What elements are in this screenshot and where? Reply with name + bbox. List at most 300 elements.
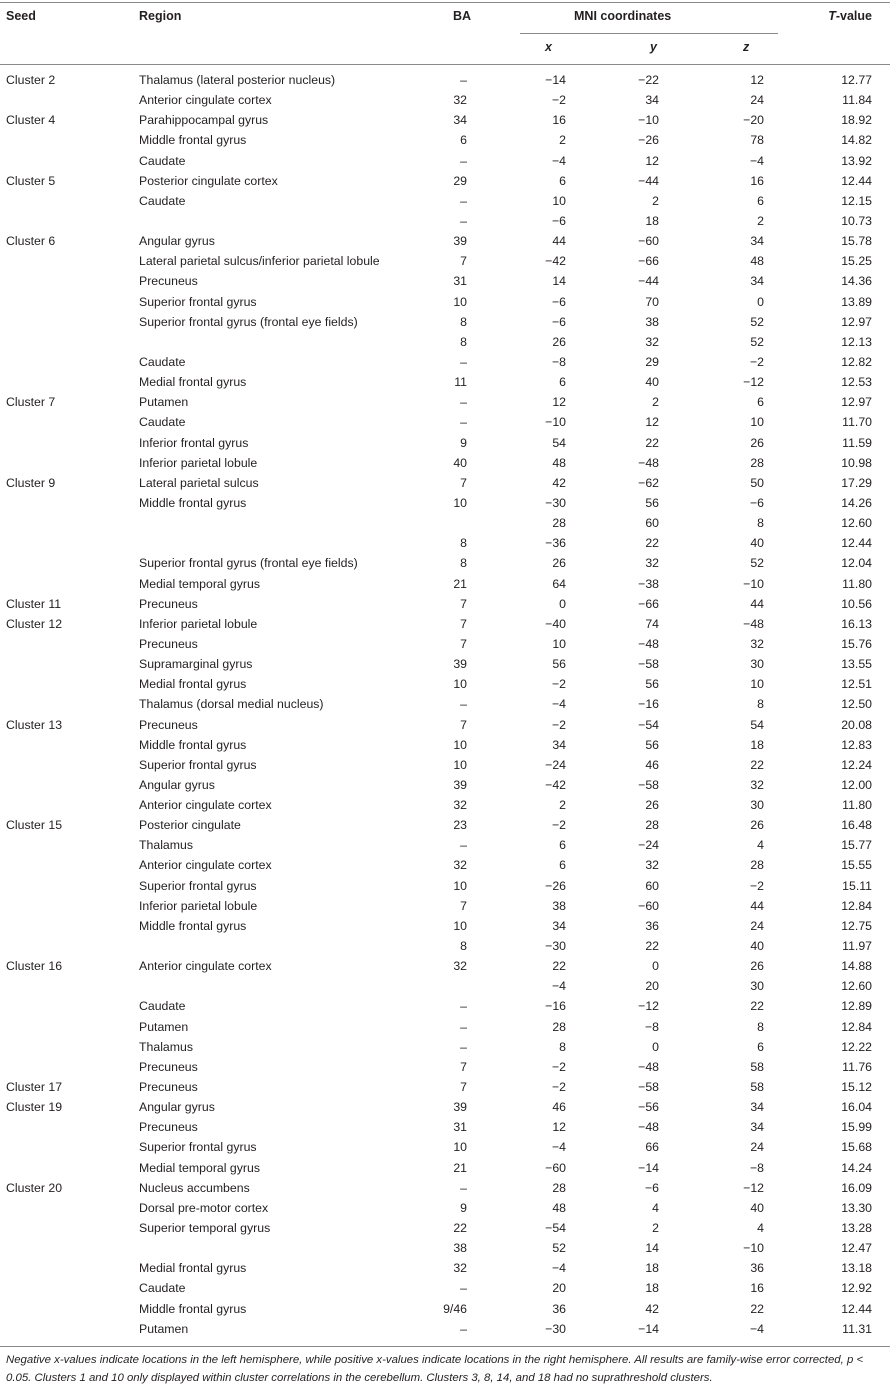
z-coordinate-cell: 32 [750, 636, 764, 651]
t-value-cell: 16.48 [841, 818, 872, 833]
region-cell: Anterior cingulate cortex [139, 858, 272, 873]
t-value-cell: 10.98 [841, 455, 872, 470]
x-coordinate-cell: 42 [552, 475, 566, 490]
x-coordinate-cell: 54 [552, 435, 566, 450]
ba-cell: 7 [460, 254, 467, 269]
table-row [0, 1198, 890, 1218]
z-coordinate-cell: 50 [750, 475, 764, 490]
ba-cell: 7 [460, 717, 467, 732]
y-coordinate-cell: −66 [638, 596, 659, 611]
table-row [0, 614, 890, 634]
table-row [0, 271, 890, 291]
t-value-cell: 14.36 [841, 274, 872, 289]
ba-cell: – [460, 73, 467, 87]
t-value-cell: 12.82 [841, 354, 872, 369]
x-coordinate-cell: −4 [551, 153, 566, 168]
region-cell: Thalamus (lateral posterior nucleus) [139, 73, 336, 87]
header-t-suffix: -value [835, 9, 872, 23]
z-coordinate-cell: −20 [743, 113, 764, 128]
z-coordinate-cell: 8 [757, 1019, 764, 1034]
region-cell: Lateral parietal sulcus/inferior parietal lobule [139, 254, 380, 269]
seed-cell: Cluster 6 [6, 234, 56, 249]
t-value-cell: 12.24 [841, 757, 872, 772]
seed-cell: Cluster 13 [6, 717, 63, 732]
y-coordinate-cell: −56 [638, 1100, 659, 1115]
t-value-cell: 14.26 [841, 495, 872, 510]
t-value-cell: 12.97 [841, 395, 872, 410]
x-coordinate-cell: 6 [559, 173, 566, 188]
x-coordinate-cell: −14 [545, 73, 566, 87]
z-coordinate-cell: −8 [749, 1160, 764, 1175]
y-coordinate-cell: 4 [652, 1200, 659, 1215]
t-value-cell: 12.84 [841, 1019, 872, 1034]
y-coordinate-cell: 36 [645, 918, 659, 933]
ba-cell: – [460, 1281, 467, 1296]
ba-cell: 8 [460, 314, 467, 329]
table-row [0, 412, 890, 432]
seed-cell: Cluster 2 [6, 73, 56, 87]
y-coordinate-cell: 42 [645, 1301, 659, 1316]
y-coordinate-cell: 2 [652, 1221, 659, 1236]
x-coordinate-cell: 8 [559, 1039, 566, 1054]
ba-cell: – [460, 213, 467, 228]
ba-cell: 7 [460, 475, 467, 490]
t-value-cell: 11.70 [842, 415, 872, 430]
region-cell: Medial frontal gyrus [139, 677, 247, 692]
table-row [0, 453, 890, 473]
x-coordinate-cell: 52 [552, 1241, 566, 1256]
t-value-cell: 16.04 [841, 1100, 872, 1115]
table-row [0, 191, 890, 211]
x-coordinate-cell: 10 [552, 636, 566, 651]
table-row [0, 1017, 890, 1037]
x-coordinate-cell: −2 [551, 93, 566, 108]
y-coordinate-cell: −48 [638, 455, 659, 470]
y-coordinate-cell: 70 [645, 294, 659, 309]
t-value-cell: 15.78 [841, 234, 872, 249]
region-cell: Precuneus [139, 1059, 198, 1074]
table-row [0, 211, 890, 231]
table-row [0, 352, 890, 372]
region-cell: Caudate [139, 999, 186, 1014]
ba-cell: – [460, 395, 467, 410]
x-coordinate-cell: −10 [545, 415, 566, 430]
x-coordinate-cell: 22 [552, 959, 566, 974]
seed-cell: Cluster 16 [6, 959, 63, 974]
z-coordinate-cell: −12 [743, 1180, 764, 1195]
y-coordinate-cell: 66 [645, 1140, 659, 1155]
table-row [0, 896, 890, 916]
region-cell: Putamen [139, 1019, 189, 1034]
x-coordinate-cell: −24 [545, 757, 566, 772]
ba-cell: – [460, 153, 467, 168]
z-coordinate-cell: 6 [757, 1039, 764, 1054]
x-coordinate-cell: 12 [552, 1120, 566, 1135]
ba-cell: 10 [453, 495, 467, 510]
ba-cell: 9 [460, 435, 467, 450]
table-row [0, 1238, 890, 1258]
region-cell: Middle frontal gyrus [139, 737, 247, 752]
t-value-cell: 15.76 [841, 636, 872, 651]
t-value-cell: 12.53 [841, 375, 872, 390]
x-coordinate-cell: 34 [552, 918, 566, 933]
table-row [0, 513, 890, 533]
t-value-cell: 15.99 [841, 1120, 872, 1135]
t-value-cell: 16.09 [841, 1180, 872, 1195]
y-coordinate-cell: −8 [644, 1019, 659, 1034]
region-cell: Superior frontal gyrus [139, 1140, 257, 1155]
z-coordinate-cell: 18 [750, 737, 764, 752]
ba-cell: 9 [460, 1200, 467, 1215]
z-coordinate-cell: 16 [750, 1281, 764, 1296]
t-value-cell: 11.76 [842, 1059, 872, 1074]
x-coordinate-cell: 6 [559, 858, 566, 873]
region-cell: Caudate [139, 153, 186, 168]
y-coordinate-cell: 22 [645, 536, 659, 551]
x-coordinate-cell: 34 [552, 737, 566, 752]
x-coordinate-cell: 10 [552, 193, 566, 208]
y-coordinate-cell: 38 [645, 314, 659, 329]
table-row [0, 332, 890, 352]
header-region: Region [139, 9, 182, 23]
region-cell: Superior frontal gyrus [139, 757, 257, 772]
t-value-cell: 13.18 [841, 1261, 872, 1276]
table-row [0, 1178, 890, 1198]
y-coordinate-cell: 12 [645, 415, 659, 430]
t-value-cell: 15.68 [841, 1140, 872, 1155]
z-coordinate-cell: 30 [750, 798, 764, 813]
y-coordinate-cell: −58 [638, 657, 659, 672]
region-cell: Thalamus [139, 838, 193, 853]
region-cell: Superior frontal gyrus (frontal eye fields) [139, 556, 358, 571]
x-coordinate-cell: −26 [545, 878, 566, 893]
t-value-cell: 12.89 [841, 999, 872, 1014]
ba-cell: 8 [460, 939, 467, 954]
ba-cell: – [460, 1039, 467, 1054]
t-value-cell: 12.22 [841, 1039, 872, 1054]
seed-cell: Cluster 4 [6, 113, 56, 128]
region-cell: Precuneus [139, 636, 198, 651]
z-coordinate-cell: 40 [750, 939, 764, 954]
z-coordinate-cell: −48 [743, 616, 764, 631]
x-coordinate-cell: −4 [551, 979, 566, 994]
y-coordinate-cell: −44 [638, 173, 659, 188]
table-row [0, 755, 890, 775]
table-row [0, 1077, 890, 1097]
x-coordinate-cell: 64 [552, 576, 566, 591]
x-coordinate-cell: −2 [551, 677, 566, 692]
seed-cell: Cluster 17 [6, 1080, 63, 1095]
ba-cell: 32 [453, 858, 467, 873]
z-coordinate-cell: 24 [750, 1140, 764, 1155]
ba-cell: 10 [453, 1140, 467, 1155]
table-row [0, 634, 890, 654]
y-coordinate-cell: −48 [638, 636, 659, 651]
z-coordinate-cell: −2 [749, 878, 764, 893]
z-coordinate-cell: 34 [750, 234, 764, 249]
x-coordinate-cell: −2 [551, 818, 566, 833]
table-row [0, 433, 890, 453]
region-cell: Dorsal pre-motor cortex [139, 1200, 269, 1215]
x-coordinate-cell: −54 [545, 1221, 566, 1236]
ba-cell: 32 [453, 1261, 467, 1276]
t-value-cell: 12.60 [841, 516, 872, 531]
t-value-cell: 11.80 [842, 576, 872, 591]
region-cell: Angular gyrus [139, 1100, 215, 1115]
y-coordinate-cell: −26 [638, 133, 659, 148]
table-body [0, 70, 890, 1339]
x-coordinate-cell: 14 [552, 274, 566, 289]
t-value-cell: 12.51 [841, 677, 872, 692]
t-value-cell: 12.44 [841, 536, 872, 551]
x-coordinate-cell: 28 [552, 1180, 566, 1195]
x-coordinate-cell: −2 [551, 717, 566, 732]
ba-cell: 31 [453, 274, 467, 289]
table-row [0, 1278, 890, 1298]
table-row [0, 715, 890, 735]
table-row [0, 110, 890, 130]
z-coordinate-cell: −2 [749, 354, 764, 369]
t-value-cell: 15.12 [841, 1080, 872, 1095]
y-coordinate-cell: 56 [645, 677, 659, 692]
ba-cell: – [460, 1180, 467, 1195]
x-coordinate-cell: 6 [559, 838, 566, 853]
table-row [0, 1158, 890, 1178]
y-coordinate-cell: −22 [638, 73, 659, 87]
z-coordinate-cell: −10 [743, 1241, 764, 1256]
y-coordinate-cell: −12 [638, 999, 659, 1014]
region-cell: Caudate [139, 354, 186, 369]
t-value-cell: 11.80 [842, 798, 872, 813]
z-coordinate-cell: 58 [750, 1059, 764, 1074]
table-row [0, 1137, 890, 1157]
y-coordinate-cell: 40 [645, 375, 659, 390]
header-x: x [545, 40, 552, 54]
t-value-cell: 10.56 [841, 596, 872, 611]
t-value-cell: 15.11 [842, 878, 872, 893]
y-coordinate-cell: 28 [645, 818, 659, 833]
t-value-cell: 13.28 [841, 1221, 872, 1236]
region-cell: Superior frontal gyrus (frontal eye fields) [139, 314, 358, 329]
seed-cell: Cluster 19 [6, 1100, 63, 1115]
table-row [0, 553, 890, 573]
z-coordinate-cell: 34 [750, 1100, 764, 1115]
t-value-cell: 12.97 [841, 314, 872, 329]
table-row [0, 876, 890, 896]
y-coordinate-cell: 20 [645, 979, 659, 994]
header-y: y [650, 40, 657, 54]
region-cell: Precuneus [139, 1120, 198, 1135]
region-cell: Medial temporal gyrus [139, 1160, 260, 1175]
ba-cell: 7 [460, 616, 467, 631]
table-row [0, 90, 890, 110]
y-coordinate-cell: 46 [645, 757, 659, 772]
z-coordinate-cell: 26 [750, 959, 764, 974]
ba-cell: 9/46 [443, 1301, 467, 1316]
table-row [0, 70, 890, 90]
z-coordinate-cell: −4 [749, 153, 764, 168]
table-row [0, 735, 890, 755]
region-cell: Supramarginal gyrus [139, 657, 253, 672]
region-cell: Thalamus [139, 1039, 193, 1054]
x-coordinate-cell: −2 [551, 1080, 566, 1095]
y-coordinate-cell: −14 [638, 1160, 659, 1175]
z-coordinate-cell: 22 [750, 999, 764, 1014]
z-coordinate-cell: 10 [750, 677, 764, 692]
y-coordinate-cell: −38 [638, 576, 659, 591]
ba-cell: – [460, 1019, 467, 1034]
table-row [0, 372, 890, 392]
t-value-cell: 12.60 [841, 979, 872, 994]
region-cell: Lateral parietal sulcus [139, 475, 259, 490]
table-row [0, 1218, 890, 1238]
t-value-cell: 12.83 [841, 737, 872, 752]
ba-cell: 29 [453, 173, 467, 188]
x-coordinate-cell: −16 [545, 999, 566, 1014]
z-coordinate-cell: 48 [750, 254, 764, 269]
ba-cell: – [460, 1321, 467, 1336]
z-coordinate-cell: 12 [750, 73, 764, 87]
x-coordinate-cell: −6 [551, 213, 566, 228]
y-coordinate-cell: −6 [644, 1180, 659, 1195]
table-row [0, 795, 890, 815]
y-coordinate-cell: 32 [645, 556, 659, 571]
y-coordinate-cell: 2 [652, 193, 659, 208]
region-cell: Caudate [139, 415, 186, 430]
table-row [0, 936, 890, 956]
ba-cell: 10 [453, 294, 467, 309]
region-cell: Anterior cingulate cortex [139, 798, 272, 813]
region-cell: Precuneus [139, 596, 198, 611]
region-cell: Anterior cingulate cortex [139, 93, 272, 108]
x-coordinate-cell: −4 [551, 1140, 566, 1155]
region-cell: Nucleus accumbens [139, 1180, 250, 1195]
ba-cell: 32 [453, 959, 467, 974]
y-coordinate-cell: −62 [638, 475, 659, 490]
t-value-cell: 13.30 [841, 1200, 872, 1215]
seed-cell: Cluster 12 [6, 616, 63, 631]
z-coordinate-cell: 34 [750, 1120, 764, 1135]
y-coordinate-cell: 22 [645, 939, 659, 954]
ba-cell: 8 [460, 556, 467, 571]
x-coordinate-cell: 0 [559, 596, 566, 611]
t-value-cell: 14.88 [841, 959, 872, 974]
t-value-cell: 12.44 [841, 173, 872, 188]
region-cell: Superior temporal gyrus [139, 1221, 271, 1236]
x-coordinate-cell: −2 [551, 1059, 566, 1074]
t-value-cell: 13.55 [841, 657, 872, 672]
z-coordinate-cell: 16 [750, 173, 764, 188]
ba-cell: 7 [460, 898, 467, 913]
z-coordinate-cell: 4 [757, 838, 764, 853]
x-coordinate-cell: 36 [552, 1301, 566, 1316]
t-value-cell: 11.31 [842, 1321, 872, 1336]
ba-cell: 22 [453, 1221, 467, 1236]
x-coordinate-cell: −42 [545, 777, 566, 792]
ba-cell: 21 [453, 1160, 467, 1175]
table-row [0, 171, 890, 191]
y-coordinate-cell: 18 [645, 213, 659, 228]
table-row [0, 1117, 890, 1137]
y-coordinate-cell: 32 [645, 858, 659, 873]
ba-cell: 7 [460, 1059, 467, 1074]
header-mni-coordinates: MNI coordinates [574, 9, 672, 23]
t-value-cell: 17.29 [841, 475, 872, 490]
x-coordinate-cell: 6 [559, 375, 566, 390]
table-row [0, 1258, 890, 1278]
ba-cell: 10 [453, 677, 467, 692]
y-coordinate-cell: 18 [645, 1261, 659, 1276]
x-coordinate-cell: −30 [545, 939, 566, 954]
x-coordinate-cell: −4 [551, 697, 566, 712]
ba-cell: 7 [460, 636, 467, 651]
y-coordinate-cell: 56 [645, 737, 659, 752]
region-cell: Caudate [139, 193, 186, 208]
region-cell: Parahippocampal gyrus [139, 113, 269, 128]
table-row [0, 855, 890, 875]
region-cell: Inferior frontal gyrus [139, 435, 249, 450]
x-coordinate-cell: 12 [552, 395, 566, 410]
x-coordinate-cell: −6 [551, 294, 566, 309]
z-coordinate-cell: 24 [750, 93, 764, 108]
z-coordinate-cell: 52 [750, 556, 764, 571]
ba-cell: 38 [453, 1241, 467, 1256]
ba-cell: – [460, 838, 467, 853]
ba-cell: 7 [460, 1080, 467, 1095]
t-value-cell: 11.97 [842, 939, 872, 954]
ba-cell: – [460, 354, 467, 369]
ba-cell: 8 [460, 536, 467, 551]
table-row [0, 654, 890, 674]
z-coordinate-cell: 8 [757, 697, 764, 712]
z-coordinate-cell: 6 [757, 395, 764, 410]
z-coordinate-cell: 8 [757, 516, 764, 531]
z-coordinate-cell: 30 [750, 979, 764, 994]
ba-cell: 39 [453, 1100, 467, 1115]
t-value-cell: 12.13 [841, 334, 872, 349]
table-row [0, 956, 890, 976]
z-coordinate-cell: 40 [750, 1200, 764, 1215]
table-row [0, 916, 890, 936]
x-coordinate-cell: 56 [552, 657, 566, 672]
y-coordinate-cell: 0 [652, 1039, 659, 1054]
y-coordinate-cell: 32 [645, 334, 659, 349]
region-cell: Inferior parietal lobule [139, 898, 258, 913]
seed-cell: Cluster 11 [6, 596, 62, 611]
x-coordinate-cell: −6 [551, 314, 566, 329]
z-coordinate-cell: 28 [750, 455, 764, 470]
ba-cell: 11 [454, 375, 467, 390]
z-coordinate-cell: 34 [750, 274, 764, 289]
x-coordinate-cell: 28 [552, 516, 566, 531]
table-row [0, 815, 890, 835]
x-coordinate-cell: −30 [545, 1321, 566, 1336]
ba-cell: 10 [453, 757, 467, 772]
z-coordinate-cell: 2 [757, 213, 764, 228]
region-cell: Posterior cingulate [139, 818, 241, 833]
x-coordinate-cell: 48 [552, 1200, 566, 1215]
table-row [0, 1097, 890, 1117]
region-cell: Medial frontal gyrus [139, 1261, 247, 1276]
table-row [0, 312, 890, 332]
t-value-cell: 12.77 [841, 73, 872, 87]
x-coordinate-cell: 48 [552, 455, 566, 470]
y-coordinate-cell: −48 [638, 1059, 659, 1074]
table-row [0, 1037, 890, 1057]
region-cell: Precuneus [139, 274, 198, 289]
table-row [0, 976, 890, 996]
x-coordinate-cell: −36 [545, 536, 566, 551]
